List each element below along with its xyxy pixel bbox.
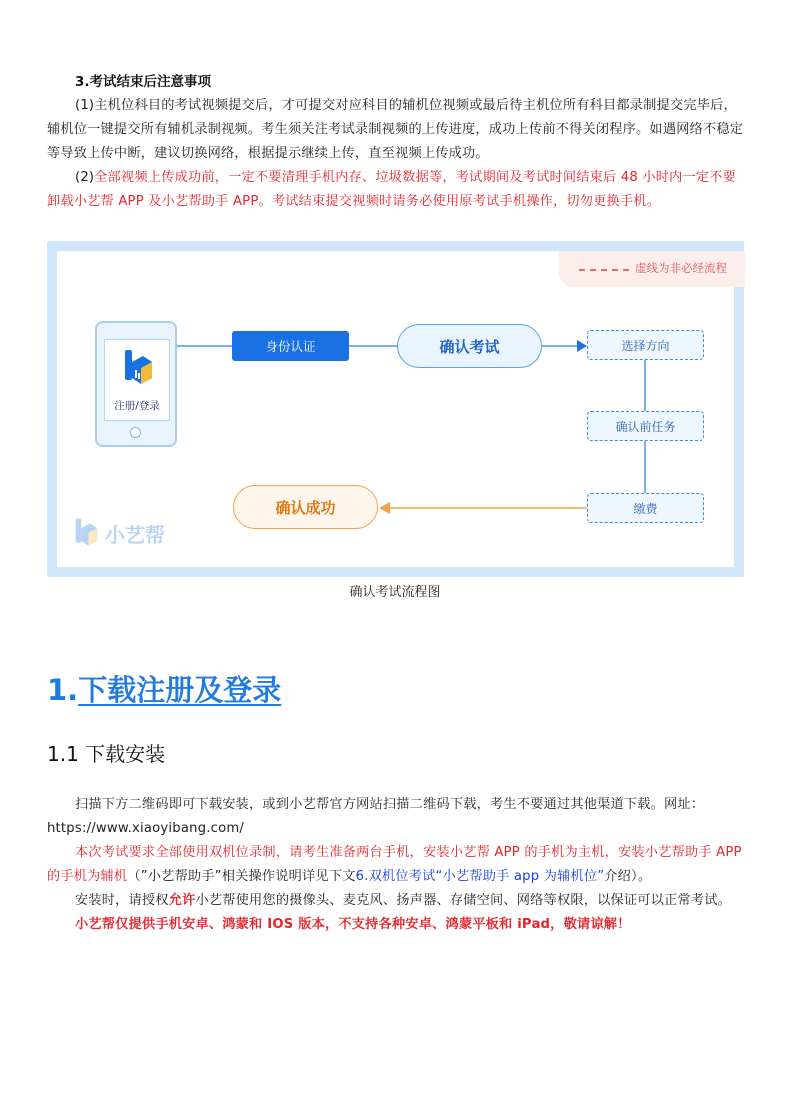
flow-diagram-canvas <box>57 251 734 567</box>
step-identity-verification: 身份认证 <box>232 331 349 361</box>
phone-home-button <box>130 427 141 438</box>
paragraph-warning-red: 全部视频上传成功前，一定不要清理手机内存、垃圾数据等，考试期间及考试时间结束后 48 小时内一定不要卸载小艺帮 APP 及小艺帮助手 APP。考试结束提交视频时请务必使用原考试手机操作，切勿更换手机。 <box>47 170 737 209</box>
paragraph-permissions-a: 安装时，请授权 <box>75 893 169 908</box>
watermark-logo-icon <box>73 517 99 549</box>
paragraph-dual-device-note-b: 介绍）。 <box>604 869 652 884</box>
paragraph-upload-order: (1)主机位科目的考试视频提交后，才可提交对应科目的辅机位视频或最后待主机位所有科目都录制提交完毕后，辅机位一键提交所有辅机录制视频。考生须关注考试录制视频的上传进度，成功上传前不得关闭程序。如遇网络不稳定等导致上传中断，建议切换网络，根据提示继续上传，直至视频上传成功。 <box>47 98 744 161</box>
heading-text: 下载注册及登录 <box>78 673 282 707</box>
watermark <box>73 517 165 549</box>
paragraph-dual-device-red: 本次考试要求全部使用双机位录制，请考生准备两台手机，安装小艺帮 APP 的手机为主机，安装小艺帮助手 APP 的手机为辅机 <box>47 845 742 884</box>
phone-illustration <box>95 321 177 447</box>
heading-number: 1. <box>47 673 79 707</box>
step-pre-confirm-task: 确认前任务 <box>587 411 704 441</box>
paragraph-permissions-allow: 允许 <box>168 893 196 908</box>
step-confirm-success: 确认成功 <box>233 485 378 529</box>
legend-box <box>559 251 745 287</box>
paragraph-dual-device <box>47 841 747 889</box>
heading-download-register-login <box>47 668 281 709</box>
arrow-to-success <box>379 502 390 514</box>
diagram-caption: 确认考试流程图 <box>349 585 441 600</box>
step-choose-direction: 选择方向 <box>587 330 704 360</box>
paragraph-permissions <box>47 889 747 913</box>
paragraph-dual-device-note-a: （”小艺帮助手”相关操作说明详见下文 <box>127 869 356 884</box>
paragraph-dual-device-link[interactable]: 6.双机位考试“小艺帮助手 app 为辅机位” <box>355 869 605 884</box>
xiaoyibang-logo-icon <box>123 348 153 388</box>
heading-download-install: 1.1 下载安装 <box>47 742 166 766</box>
section-title: 3.考试结束后注意事项 <box>75 74 212 90</box>
legend-text: 虚线为非必经流程 <box>635 261 727 275</box>
step-confirm-exam: 确认考试 <box>397 324 542 368</box>
legend-dash-line <box>579 269 629 271</box>
paragraph-permissions-b: 小艺帮使用您的摄像头、麦克风、扬声器、存储空间、网络等权限，以保证可以正常考试。 <box>195 893 731 908</box>
paragraph-warning-prefix: (2) <box>75 170 95 185</box>
step-payment: 缴费 <box>587 493 704 523</box>
paragraph-download: 扫描下方二维码即可下载安装，或到小艺帮官方网站扫描二维码下载，考生不要通过其他渠道下载。网址：https://www.xiaoyibang.com/ <box>47 797 705 836</box>
phone-label: 注册/登录 <box>114 400 160 412</box>
arrow-to-choose-direction <box>577 340 587 352</box>
phone-screen <box>104 339 170 421</box>
paragraph-platform-support: 小艺帮仅提供手机安卓、鸿蒙和 IOS 版本，不支持各种安卓、鸿蒙平板和 iPad，敬请谅解！ <box>75 917 631 932</box>
flow-diagram <box>47 241 744 577</box>
watermark-text: 小艺帮 <box>105 522 165 547</box>
paragraph-warning <box>47 166 747 214</box>
